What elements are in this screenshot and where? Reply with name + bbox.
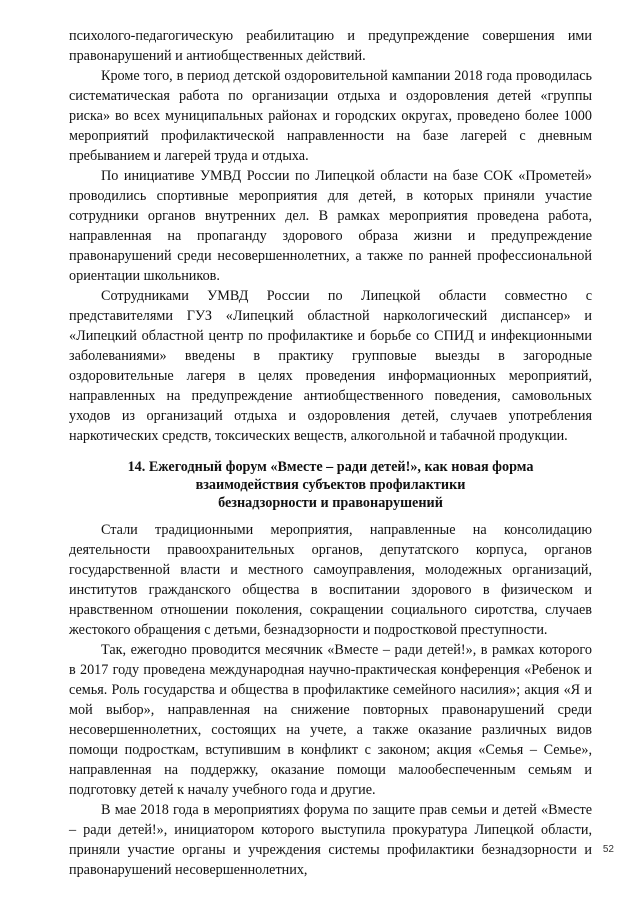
section-heading-line-1: 14. Ежегодный форум «Вместе – ради детей!», как новая форма — [127, 459, 534, 475]
page-number: 52 — [602, 844, 614, 855]
paragraph-summer-campaign: Кроме того, в период детской оздоровительной кампании 2018 года проводилась систематическая работа по организации отдыха и оздоровления детей «группы риска» во всех муниципальных районах и городских округах, проведено более 1000 мероприятий профилактической направленности на базе лагерей с дневным пребыванием и лагерей труда и отдыха. — [69, 68, 592, 164]
paragraph-forum-may-2018: В мае 2018 года в мероприятиях форума по защите прав семьи и детей «Вместе – ради детей!», инициатором которого выступила прокуратура Липецкой области, приняли участие органы и учреждения системы профилактики безнадзорности и правонарушений несовершеннолетних, — [69, 802, 592, 878]
paragraph-traditional-events: Стали традиционными мероприятия, направленные на консолидацию деятельности правоохранительных органов, депутатского корпуса, органов государственной власти и местного самоуправления, молодежных организаций, институтов гражданского общества в воспитании здорового в физическом и нравственном отношении поколения, сокращении социального сиротства, случаев жестокого обращения с детьми, безнадзорности и подростковой преступности. — [69, 522, 592, 638]
paragraph-monthly-campaign: Так, ежегодно проводится месячник «Вместе – ради детей!», в рамках которого в 2017 году проведена международная научно-практическая конференция «Ребенок и семья. Роль государства и общества в профилактике семейного насилия»; акция «Я и мой выбор», направленная на снижение повторных правонарушений среди несовершеннолетних, состоящих на учете, а также оказание различных видов помощи подросткам, вступившим в конфликт с законом; акция «Семья – Семье», направленная на поддержку, оказание помощи малообеспеченным семьям и подготовку детей к началу учебного года и другие. — [69, 642, 592, 798]
paragraph-group-visits: Сотрудниками УМВД России по Липецкой области совместно с представителями ГУЗ «Липецкий областной наркологический диспансер» и «Липецкий областной центр по профилактике и борьбе со СПИД и инфекционными заболеваниями» введены в практику групповые выезды в загородные оздоровительные лагеря в целях проведения информационных мероприятий, направленных на предупреждение антиобщественного поведения, самовольных уходов из организаций отдыха и оздоровления детей, случаев употребления наркотических средств, токсических веществ, алкогольной и табачной продукции. — [69, 288, 592, 444]
section-heading — [69, 458, 592, 512]
section-heading-line-2: взаимодействия субъектов профилактики — [195, 477, 466, 493]
paragraph-prometheus-sports: По инициативе УМВД России по Липецкой области на базе СОК «Прометей» проводились спортивные мероприятия для детей, в которых приняли участие сотрудники органов внутренних дел. В рамках мероприятия проведена работа, направленная на пропаганду здорового образа жизни и предупреждение правонарушений среди несовершеннолетних, а также по ранней профессиональной ориентации школьников. — [69, 168, 592, 284]
paragraph-continuation: психолого-педагогическую реабилитацию и предупреждение совершения ими правонарушений и антиобщественных действий. — [69, 28, 592, 64]
section-heading-line-3: безнадзорности и правонарушений — [218, 495, 443, 511]
